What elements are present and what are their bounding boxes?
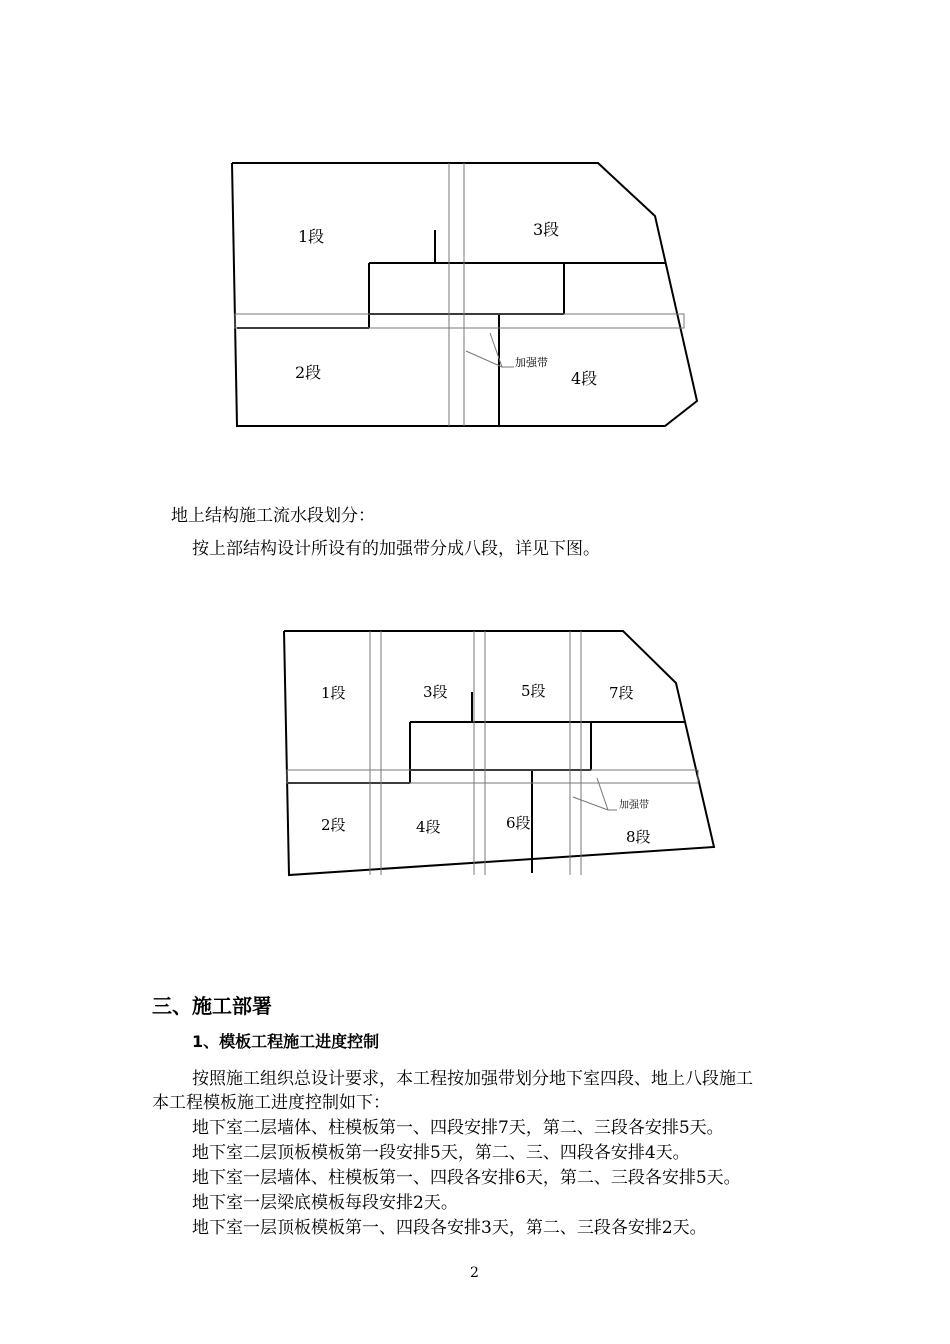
seg7-label: 7段: [609, 684, 634, 702]
schedule-item: 地下室二层墙体、柱模板第一、四段安排7天，第二、三段各安排5天。: [192, 1118, 724, 1138]
seg2-label: 2段: [295, 363, 322, 382]
band-label: 加强带: [619, 800, 649, 811]
seg6-label: 6段: [506, 814, 531, 832]
section-heading: 三、施工部署: [152, 994, 272, 1018]
seg3-label: 3段: [533, 220, 560, 239]
intro-line-2: 本工程模板施工进度控制如下：: [152, 1093, 390, 1113]
schedule-item: 地下室一层墙体、柱模板第一、四段各安排6天，第二、三段各安排5天。: [192, 1168, 741, 1188]
seg3-label: 3段: [423, 683, 448, 701]
seg2-label: 2段: [321, 816, 346, 834]
schedule-item: 地下室二层顶板模板第一段安排5天，第二、三、四段各安排4天。: [192, 1143, 690, 1163]
schedule-item: 地下室一层梁底模板每段安排2天。: [192, 1193, 458, 1213]
seg8-label: 8段: [626, 828, 651, 846]
intro-line-1: 按照施工组织总设计要求，本工程按加强带划分地下室四段、地上八段施工: [192, 1069, 753, 1089]
seg4-label: 4段: [416, 818, 441, 836]
seg1-label: 1段: [321, 684, 346, 702]
subheading: 1、模板工程施工进度控制: [192, 1032, 380, 1051]
aboveground-segment-diagram: [0, 600, 950, 900]
seg1-label: 1段: [298, 227, 325, 246]
schedule-item: 地下室一层顶板模板第一、四段各安排3天，第二、三段各安排2天。: [192, 1218, 707, 1238]
seg5-label: 5段: [521, 682, 546, 700]
section-caption: 地上结构施工流水段划分：: [171, 506, 375, 526]
band-label: 加强带: [515, 356, 548, 369]
basement-segment-diagram: [0, 0, 950, 470]
page-number: 2: [470, 1265, 479, 1281]
section-text: 按上部结构设计所设有的加强带分成八段，详见下图。: [192, 539, 600, 559]
seg4-label: 4段: [571, 369, 598, 388]
